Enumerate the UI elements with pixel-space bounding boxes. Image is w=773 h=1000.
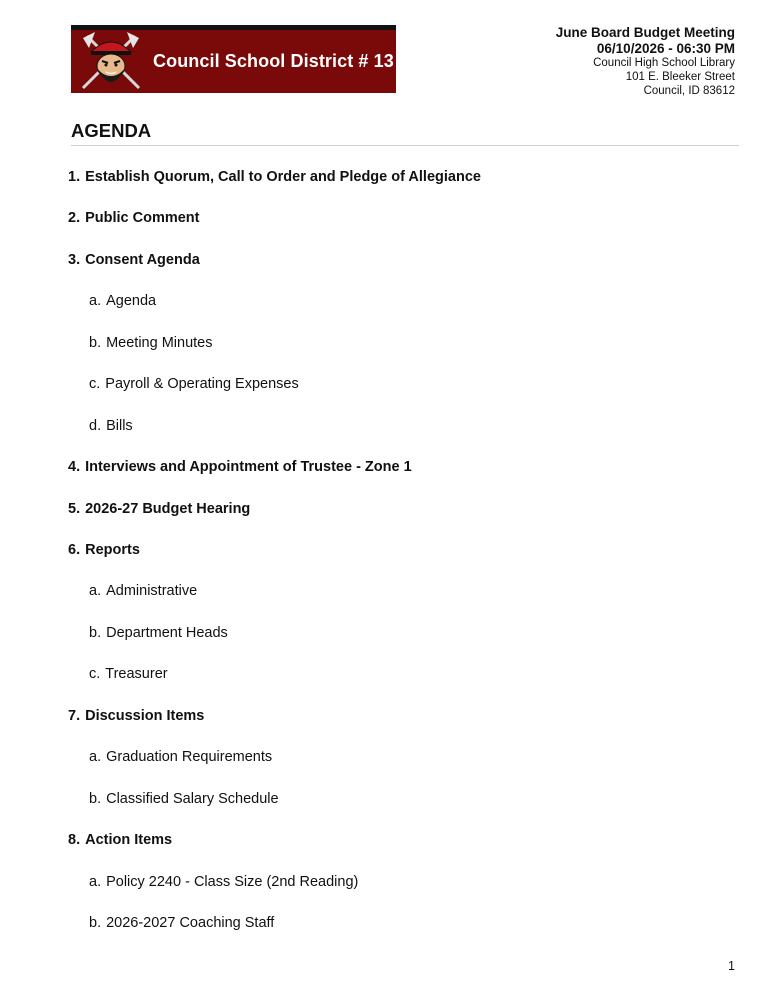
agenda-subitem [89, 292, 156, 310]
agenda-item [68, 251, 200, 269]
meeting-datetime: 06/10/2026 - 06:30 PM [596, 41, 735, 56]
agenda-subitem-letter: a. [89, 874, 102, 890]
agenda-subitem [89, 790, 279, 808]
agenda-item-number: 1. [68, 169, 81, 185]
agenda-subitem-letter: a. [89, 749, 102, 765]
district-name: Council School District # 13 [153, 51, 394, 71]
agenda-item [68, 168, 481, 186]
agenda-subitem-letter: b. [89, 335, 102, 351]
agenda-item [68, 209, 200, 227]
agenda-subitem-label: Classified Salary Schedule [106, 791, 279, 807]
agenda-item-label: Discussion Items [85, 708, 205, 724]
agenda-item-label: Public Comment [85, 210, 200, 226]
agenda-subitem [89, 417, 133, 435]
agenda-item [68, 541, 140, 559]
agenda-subitem-label: Department Heads [106, 625, 228, 641]
agenda-subitem-label: Meeting Minutes [106, 335, 213, 351]
agenda-item-label: 2026-27 Budget Hearing [85, 501, 251, 517]
agenda-subitem-letter: b. [89, 791, 102, 807]
agenda-item [68, 500, 250, 518]
agenda-item [68, 707, 204, 725]
page-number: 1 [728, 959, 735, 973]
agenda-subitem-letter: b. [89, 915, 102, 931]
agenda-subitem-label: Graduation Requirements [106, 749, 273, 765]
agenda-item-number: 5. [68, 501, 81, 517]
agenda-item-label: Consent Agenda [85, 252, 200, 268]
agenda-item-label: Reports [85, 542, 140, 558]
agenda-item-number: 7. [68, 708, 81, 724]
agenda-subitem [89, 748, 272, 766]
agenda-subitem [89, 665, 168, 683]
agenda-item-number: 2. [68, 210, 81, 226]
agenda-subitem-letter: a. [89, 293, 102, 309]
agenda-subitem [89, 334, 212, 352]
agenda-subitem-label: 2026-2027 Coaching Staff [106, 915, 275, 931]
agenda-subitem [89, 873, 358, 891]
agenda-item-label: Interviews and Appointment of Trustee - Zone 1 [85, 459, 412, 475]
agenda-subitem-letter: c. [89, 666, 101, 682]
agenda-heading: AGENDA [71, 120, 739, 146]
agenda-item-number: 4. [68, 459, 81, 475]
agenda-subitem [89, 914, 274, 932]
agenda-item-label: Action Items [85, 832, 173, 848]
agenda-item [68, 831, 172, 849]
agenda-subitem-letter: a. [89, 583, 102, 599]
agenda-subitem-letter: b. [89, 625, 102, 641]
agenda-item-number: 6. [68, 542, 81, 558]
agenda-item [68, 458, 412, 476]
agenda-subitem [89, 375, 299, 393]
agenda-subitem [89, 624, 228, 642]
agenda-subitem-label: Bills [106, 418, 133, 434]
agenda-subitem-label: Policy 2240 - Class Size (2nd Reading) [106, 874, 359, 890]
agenda-subitem-label: Administrative [106, 583, 198, 599]
agenda-subitem-label: Agenda [106, 293, 157, 309]
meeting-location: Council High School Library [593, 57, 735, 69]
meeting-city: Council, ID 83612 [643, 85, 735, 97]
agenda-subitem [89, 582, 197, 600]
meeting-street: 101 E. Bleeker Street [625, 71, 735, 83]
meeting-title: June Board Budget Meeting [555, 25, 735, 40]
agenda-subitem-label: Treasurer [105, 666, 168, 682]
agenda-subitem-letter: c. [89, 376, 101, 392]
agenda-subitem-letter: d. [89, 418, 102, 434]
agenda-item-number: 8. [68, 832, 81, 848]
agenda-item-label: Establish Quorum, Call to Order and Pledge of Allegiance [85, 169, 481, 185]
agenda-subitem-label: Payroll & Operating Expenses [105, 376, 299, 392]
agenda-item-number: 3. [68, 252, 81, 268]
